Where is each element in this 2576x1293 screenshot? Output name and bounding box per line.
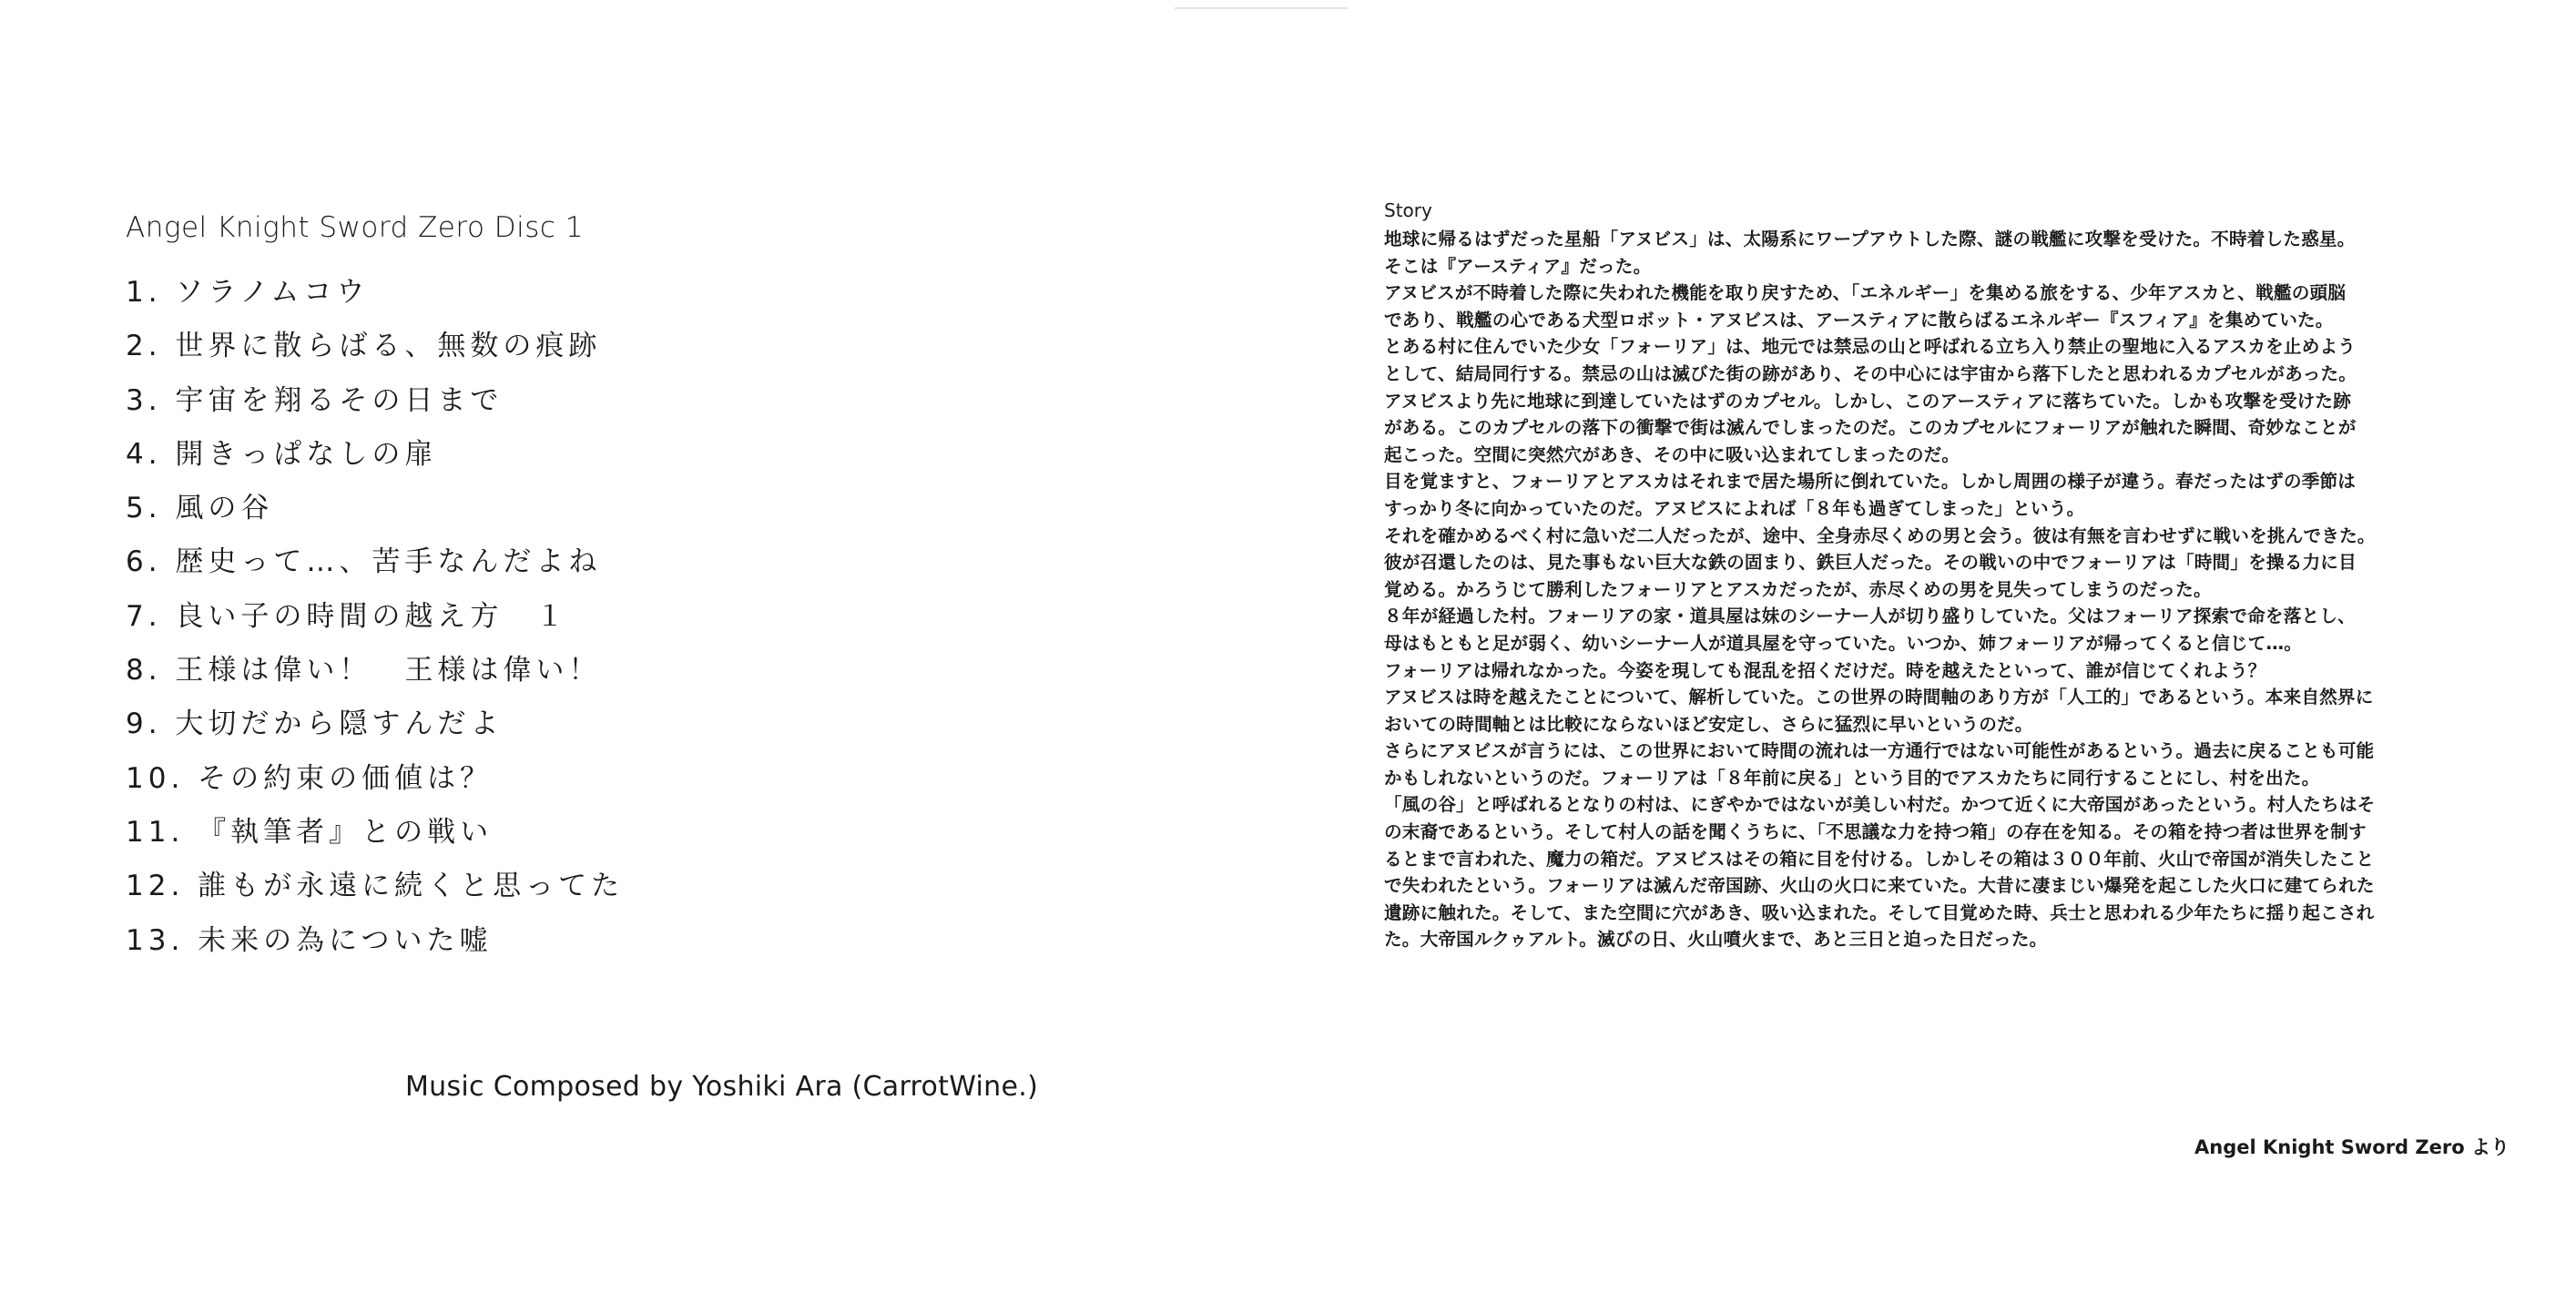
disc-title: Angel Knight Sword Zero Disc 1 — [126, 211, 585, 244]
story-line: 起こった。空間に突然穴があき、その中に吸い込まれてしまったのだ。 — [1384, 443, 1960, 465]
track-item: 11. 『執筆者』との戦い — [126, 815, 494, 849]
story-line: の末裔であるという。そして村人の話を聞くうちに、「不思議な力を持つ箱」の存在を知る。その箱を持つ者は世界を制す — [1384, 821, 2367, 843]
track-item: 3. 宇宙を翔るその日まで — [126, 383, 504, 417]
story-line: 覚める。かろうじて勝利したフォーリアとアスカだったが、赤尽くめの男を見失ってしまうのだった。 — [1384, 578, 2212, 600]
track-item: 2. 世界に散らばる、無数の痕跡 — [126, 330, 602, 363]
story-line: アヌビスが不時着した際に失われた機能を取り戻すため、「エネルギー」を集める旅をする、少年アスカと、戦艦の頭脳 — [1384, 282, 2347, 304]
composer-credit: Music Composed by Yoshiki Ara (CarrotWine.) — [405, 1071, 1039, 1103]
story-panel — [1384, 195, 2522, 953]
story-heading: Story — [1384, 199, 1432, 221]
story-line: フォーリアは帰れなかった。今姿を現しても混乱を招くだけだ。時を越えたといって、誰が信じてくれよう？ — [1384, 659, 2266, 681]
story-text — [1384, 226, 2522, 953]
story-line: 目を覚ますと、フォーリアとアスカはそれまで居た場所に倒れていた。しかし周囲の様子が違う。春だったはずの季節は — [1384, 471, 2357, 493]
track-item: 10. その約束の価値は？ — [126, 761, 494, 795]
story-line: ８年が経過した村。フォーリアの家・道具屋は妹のシーナー人が切り盛りしていた。父はフォーリア探索で命を落とし、 — [1384, 606, 2356, 627]
track-item: 12. 誰もが永遠に続くと思ってた — [126, 870, 625, 903]
story-line: 「風の谷」と呼ばれるとなりの村は、にぎやかではないが美しい村だ。かつて近くに大帝国があったという。村人たちはそ — [1384, 794, 2376, 816]
story-line: で失われたという。フォーリアは滅んだ帝国跡、火山の火口に来ていた。大昔に凄まじい爆発を起こした火口に建てられた — [1384, 875, 2375, 897]
story-line: がある。このカプセルの落下の衝撃で街は滅んでしまったのだ。このカプセルにフォーリアが触れた瞬間、奇妙なことが — [1384, 417, 2357, 439]
track-item: 9. 大切だから隠すんだよ — [126, 708, 504, 741]
story-line: 地球に帰るはずだった星船「アヌビス」は、太陽系にワープアウトした際、謎の戦艦に攻撃を受けた。不時着した惑星。 — [1384, 229, 2356, 249]
track-item: 8. 王様は偉い！ 王様は偉い！ — [126, 654, 602, 687]
story-line: かもしれないというのだ。フォーリアは「８年前に戻る」という目的でアスカたちに同行することにし、村を出た。 — [1384, 767, 2320, 789]
track-item: 5. 風の谷 — [126, 492, 274, 525]
tracklist-panel — [126, 208, 1237, 968]
story-line: おいての時間軸とは比較にならないほど安定し、さらに猛烈に早いというのだ。 — [1384, 713, 2033, 735]
story-line: それを確かめるべく村に急いだ二人だったが、途中、全身赤尽くめの男と会う。彼は有無を言わせずに戦いを挑んできた。 — [1384, 524, 2376, 546]
story-line: さらにアヌビスが言うには、この世界において時間の流れは一方通行ではない可能性があるという。過去に戻ることも可能 — [1384, 740, 2375, 762]
track-item: 13. 未来の為についた嘘 — [126, 923, 493, 957]
track-item: 1. ソラノムコウ — [126, 276, 370, 309]
story-line: た。大帝国ルクゥアルト。滅びの日、火山噴火まで、あと三日と迫った日だった。 — [1384, 929, 2048, 951]
track-item: 7. 良い子の時間の越え方 １ — [126, 599, 569, 633]
story-line: そこは『アースティア』だった。 — [1384, 255, 1652, 277]
story-line: アヌビスは時を越えたことについて、解析していた。この世界の時間軸のあり方が「人工的」であるという。本来自然界に — [1384, 687, 2374, 708]
top-edge-mark — [1175, 7, 1348, 9]
track-item: 6. 歴史って…、苦手なんだよね — [126, 545, 602, 579]
track-item: 4. 開きっぱなしの扉 — [126, 437, 438, 471]
story-source: Angel Knight Sword Zero より — [2194, 1136, 2510, 1158]
story-line: 遺跡に触れた。そして、また空間に穴があき、吸い込まれた。そして目覚めた時、兵士と思われる少年たちに揺り起こされ — [1384, 901, 2375, 923]
story-line: 彼が召還したのは、見た事もない巨大な鉄の固まり、鉄巨人だった。その戦いの中でフォーリアは「時間」を操る力に目 — [1384, 552, 2357, 574]
story-line: るとまで言われた、魔力の箱だ。アヌビスはその箱に目を付ける。しかしその箱は３００年前、火山で帝国が消失したこと — [1384, 848, 2375, 870]
track-list — [126, 266, 1237, 968]
story-line: として、結局同行する。禁忌の山は滅びた街の跡があり、その中心には宇宙から落下したと思われるカプセルがあった。 — [1384, 362, 2357, 384]
story-line: アヌビスより先に地球に到達していたはずのカプセル。しかし、このアースティアに落ちていた。しかも攻撃を受けた跡 — [1384, 390, 2352, 412]
story-line: 母はもともと足が弱く、幼いシーナー人が道具屋を守っていた。いつか、姉フォーリアが帰ってくると信じて…。 — [1384, 632, 2303, 654]
story-line: であり、戦艦の心である犬型ロボット・アヌビスは、アースティアに散らばるエネルギー『スフィア』を集めていた。 — [1384, 309, 2334, 331]
story-line: すっかり冬に向かっていたのだ。アヌビスによれば「８年も過ぎてしまった」という。 — [1384, 497, 2085, 519]
story-line: とある村に住んでいた少女「フォーリア」は、地元では禁忌の山と呼ばれる立ち入り禁止の聖地に入るアスカを止めよう — [1384, 336, 2357, 358]
